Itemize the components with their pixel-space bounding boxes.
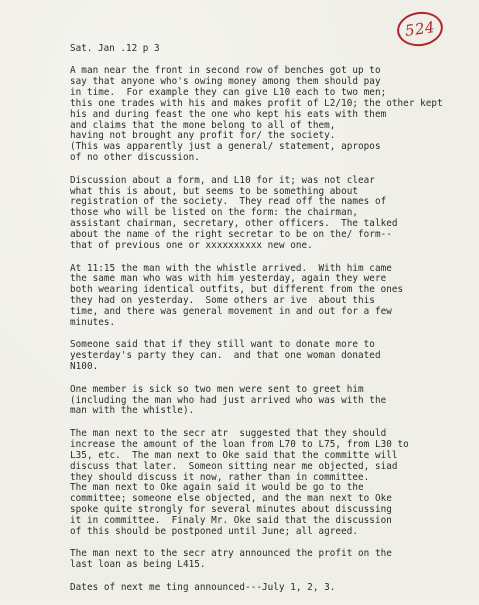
text-line: in time. For example they can give L10 each to two men; [70, 86, 387, 98]
text-line: both wearing identical outfits, but different from the ones [70, 284, 404, 296]
paragraph [70, 549, 475, 571]
text-line: say that anyone who's owing money among them should pay [70, 75, 381, 87]
text-line: The man next to the secr atr suggested that they should [70, 427, 387, 439]
text-line: those who will be listed on the form: the chairman, [70, 207, 359, 219]
paragraph [70, 429, 475, 538]
text-line: having not brought any profit for/ the society. [70, 130, 336, 142]
text-line: The man next to the secr atry announced the profit on the [70, 548, 392, 560]
text-line: The man next to Oke again said it would be go to the [70, 482, 364, 494]
text-line: it in committee. Finaly Mr. Oke said that the discussion [70, 515, 392, 527]
text-line: time, and there was general movement in and out for a few [70, 306, 392, 318]
paragraph [70, 583, 475, 594]
text-line: committee; someone else objected, and the man next to Oke [70, 493, 392, 505]
text-line: Discussion about a form, and L10 for it; was not clear [70, 174, 375, 186]
document-body [70, 66, 475, 605]
text-line: (This was apparently just a general/ statement, apropos [70, 141, 381, 153]
text-line: Someone said that if they still want to donate more to [70, 339, 375, 351]
text-line: and claims that the mone belong to all of them, [70, 119, 336, 131]
text-line: last loan as being L415. [70, 559, 206, 571]
date-header: Sat. Jan .12 p 3 [70, 43, 160, 54]
paragraph [70, 264, 475, 329]
paragraph [70, 176, 475, 252]
text-line: spoke quite strongly for several minutes about discussing [70, 504, 392, 516]
text-line: they had on yesterday. Some others ar ive about this [70, 295, 375, 307]
text-line: Dates of next me ting announced---July 1, 2, 3. [70, 581, 336, 593]
text-line: (including the man who had just arrived who was with the [70, 394, 387, 406]
text-line: yesterday's party they can. and that one woman donated [70, 350, 381, 362]
text-line: they should discuss it now, rather than in committee. [70, 471, 370, 483]
text-line: this one trades with his and makes profit of L2/10; the other kept [70, 97, 443, 109]
paragraph [70, 340, 475, 373]
text-line: A man near the front in second row of benches got up to [70, 65, 381, 76]
text-line: of no other discussion. [70, 152, 200, 164]
paragraph [70, 66, 475, 164]
text-line: increase the amount of the loan from L70 to L75, from L30 to [70, 438, 409, 450]
text-line: that of previous one or xxxxxxxxxx new one. [70, 240, 313, 252]
text-line: about the name of the right secretar to be on the/ form-- [70, 229, 392, 241]
text-line: L35, etc. The man next to Oke said that the committe will [70, 449, 398, 461]
text-line: what this is about, but seems to be something about [70, 185, 359, 197]
text-line: discuss that later. Someon sitting near me objected, siad [70, 460, 398, 472]
text-line: the same man who was with him yesterday, again they were [70, 273, 387, 285]
text-line: assistant chairman, secretary, other officers. The talked [70, 218, 398, 230]
text-line: registration of the society. They read off the names of [70, 196, 387, 208]
paragraph [70, 385, 475, 418]
text-line: man with the whistle). [70, 405, 195, 417]
text-line: his and during feast the one who kept his eats with them [70, 108, 387, 120]
text-line: minutes. [70, 317, 116, 329]
text-line: of this should be postponed until June; all agreed. [70, 526, 359, 538]
handwritten-page-number: 524 [395, 9, 445, 49]
text-line: N100. [70, 361, 99, 373]
text-line: One member is sick so two men were sent to greet him [70, 383, 364, 395]
text-line: At 11:15 the man with the whistle arrived. With him came [70, 262, 392, 274]
